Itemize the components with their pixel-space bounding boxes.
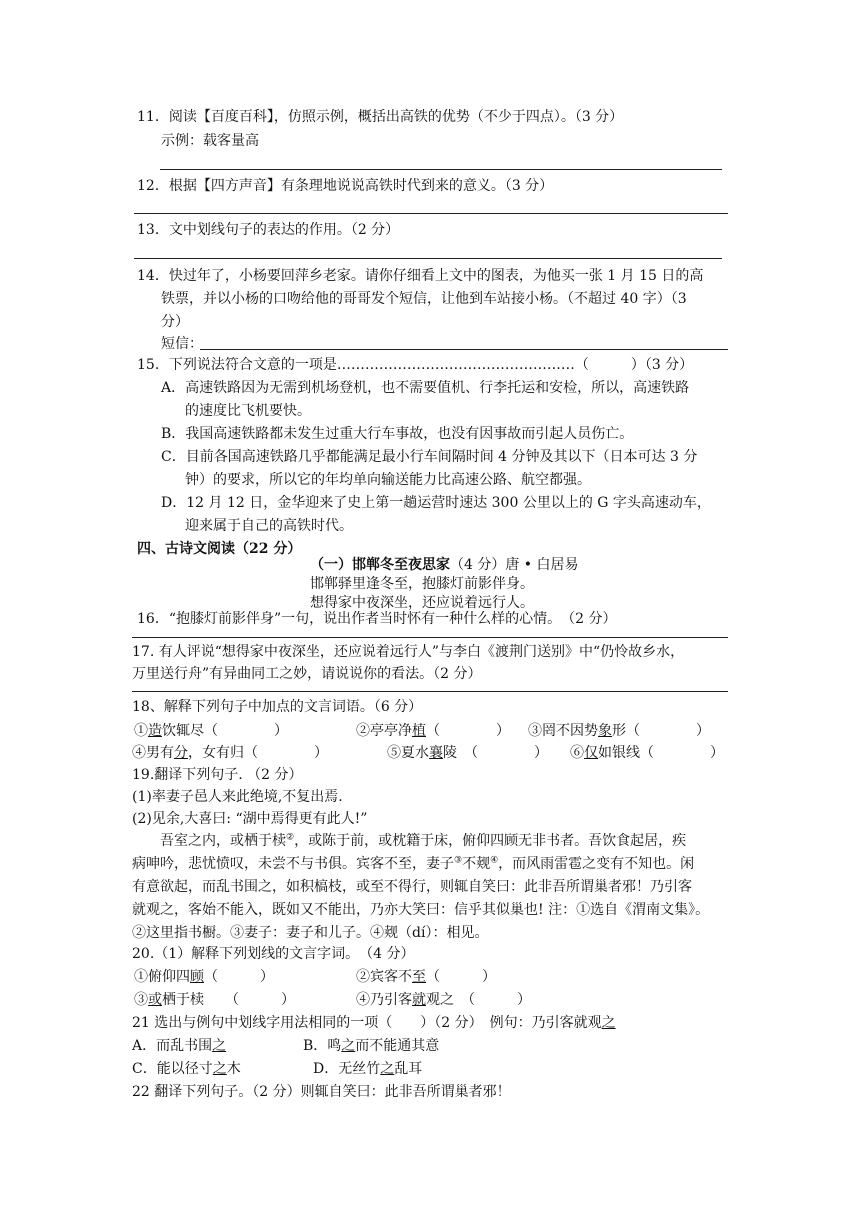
- q21-option-a-word: 之: [212, 1038, 227, 1054]
- q12-answer-line: [134, 213, 728, 214]
- q18-item-2: [356, 721, 510, 741]
- q17-line2: 万里送行舟”有异曲同工之妙，请说说你的看法。（2 分）: [132, 666, 482, 682]
- passage-line-1: [160, 831, 686, 851]
- q20-item-2: [356, 967, 496, 987]
- section-heading: 四、古诗文阅读（22 分）: [137, 541, 302, 557]
- q15-option-d-line1: D．12 月 12 日，金华迎来了史上第一趟运营时速达 300 公里以上的 G 字头高速动车，: [161, 495, 711, 511]
- poem-line-1: 邯郸驿里逢冬至，抱膝灯前影伴身。: [310, 576, 534, 592]
- q21-stem-word: 之: [601, 1015, 616, 1031]
- q15-option-c-line1: C．目前各国高速铁路几乎都能满足最小行车间隔时间 4 分钟及其以下（日本可达 3 分: [161, 449, 698, 465]
- q20-item-4-rest: 观之 （ ）: [426, 992, 531, 1008]
- q18-item-4-text: ④男有: [132, 745, 174, 761]
- q18-item-3-rest: 形（ ）: [612, 723, 710, 739]
- q16-answer-line: [132, 637, 728, 638]
- q18-item-2-text: ②亭亭净: [356, 723, 412, 739]
- q15-option-d-line2: 迎来属于自己的高铁时代。: [185, 518, 353, 534]
- q19-sentence-1: (1)率妻子邑人来此绝境,不复出焉.: [132, 789, 343, 805]
- q21-option-b-rest: 而不能通其意: [355, 1038, 440, 1054]
- q14-line2: 铁票，并以小杨的口吻给他的哥哥发个短信，让他到车站接小杨。（不超过 40 字）（3: [161, 291, 687, 307]
- q14-line3: 分）: [161, 314, 189, 330]
- q18-item-4: [132, 743, 328, 763]
- q15-option-b: B．我国高速铁路都未发生过重大行车事故，也没有因事故而引起人员伤亡。: [161, 426, 634, 442]
- passage-line-4: 就观之，客始不能入，既如又不能出，乃亦大笑曰：信乎其似巢也! 注：①选自《渭南文集》。: [132, 902, 710, 918]
- q19-stem: 19.翻译下列句子. （2 分）: [132, 767, 303, 783]
- poem-title-main: （一）邯郸冬至夜思家: [310, 557, 450, 573]
- q20-item-1-text: ①俯仰四: [134, 969, 190, 985]
- passage-line-2-b: 不觌: [462, 856, 491, 872]
- q15-option-c-line2: 钟）的要求，所以它的年均单向输送能力比高速公路、航空都强。: [185, 472, 591, 488]
- q11-line1: 11．阅读【百度百科】，仿照示例，概括出高铁的优势（不少于四点）。（3 分）: [137, 109, 624, 125]
- q21-option-d-text: D．无丝竹: [313, 1061, 381, 1077]
- q18-item-4-rest: ，女有归（ ）: [188, 745, 328, 761]
- passage-line-1-b: ，或陈于前，或枕籍于床，俯仰四顾无非书者。吾饮食起居，疾: [294, 833, 687, 849]
- q20-item-3-number: ③: [134, 992, 148, 1008]
- q18-item-1-number: ①: [134, 723, 148, 739]
- q15-stem: 15．下列说法符合文意的一项是……………………………………………（ ）（3 分）: [137, 357, 694, 373]
- q11-answer-line: [160, 169, 722, 170]
- q21-option-a-text: A．而乱书围: [132, 1038, 213, 1054]
- q21-option-d: [313, 1059, 422, 1079]
- poem-title-meta: （4 分）唐 • 白居易: [450, 557, 579, 573]
- q21-option-b-word: 之: [341, 1038, 356, 1054]
- q21-option-c-text: C．能以径寸: [132, 1061, 213, 1077]
- poem-line-2: 想得家中夜深坐，还应说着远行人。: [310, 595, 534, 611]
- q18-item-6: [570, 743, 724, 763]
- passage-line-2-c: ，而风雨雷雹之变有不知也。闲: [498, 856, 695, 872]
- footnote-marker-3: ③: [454, 855, 463, 866]
- q20-item-2-text: ②宾客不: [356, 969, 412, 985]
- q14-answer-line: [200, 349, 728, 350]
- q18-item-3-word: 象: [598, 723, 612, 739]
- footnote-marker-4: ④: [490, 855, 499, 866]
- q12: 12．根据【四方声音】有条理地说说高铁时代到来的意义。（3 分）: [137, 178, 554, 194]
- q21-option-c-rest: 木: [226, 1061, 241, 1077]
- passage-line-2-a: 病呻吟，悲忧愤叹，未尝不与书俱。宾客不至，妻子: [132, 856, 454, 872]
- q11-example: 示例：载客量高: [161, 133, 259, 149]
- q20-item-3-word: 或: [148, 992, 162, 1008]
- q17-answer-line: [132, 691, 728, 692]
- q20-item-3: [134, 990, 295, 1010]
- q18-item-5-text: ⑤夏水: [387, 745, 429, 761]
- q18-item-5-word: 襄: [429, 745, 443, 761]
- q21-option-b: [303, 1036, 439, 1056]
- q20-item-4-text: ④乃引客: [356, 992, 412, 1008]
- q14-sms-label: 短信：: [161, 336, 203, 352]
- q21-option-a: [132, 1036, 226, 1056]
- q13-answer-line: [134, 258, 722, 259]
- q20-stem: 20.（1）解释下列划线的文言字词。 （4 分）: [132, 946, 415, 962]
- q18-item-5-rest: 陵 （ ）: [443, 745, 548, 761]
- q20-item-4: [356, 990, 531, 1010]
- q18-item-2-word: 植: [412, 723, 426, 739]
- q21-option-b-text: B．鸣: [303, 1038, 342, 1054]
- q21-stem-text: 21 选出与例句中划线字用法相同的一项（ ）（2 分） 例句：乃引客就观: [132, 1015, 602, 1031]
- q18-item-5: [387, 743, 548, 763]
- q18-item-6-rest: 如银线（ ）: [598, 745, 724, 761]
- q20-item-1: [134, 967, 274, 987]
- q18-stem: 18、解释下列句子中加点的文言词语。（6 分）: [132, 699, 423, 715]
- q18-item-3-text: ③罔不因势: [528, 723, 598, 739]
- footnote-marker-2: ②: [286, 832, 295, 843]
- q21-option-d-rest: 乱耳: [394, 1061, 423, 1077]
- q18-item-4-word: 分: [174, 745, 188, 761]
- q18-item-2-rest: （ ）: [426, 723, 510, 739]
- q21-stem: [132, 1013, 616, 1033]
- q17-line1: 17. 有人评说“想得家中夜深坐，还应说着远行人”与李白《渡荆门送别》中“仍怜故乡水，: [132, 644, 685, 660]
- q20-item-2-rest: （ ）: [426, 969, 496, 985]
- q21-option-d-word: 之: [380, 1061, 395, 1077]
- q18-item-3: [528, 721, 710, 741]
- q18-item-6-word: 仅: [584, 745, 598, 761]
- q20-item-4-word: 就: [412, 992, 426, 1008]
- q20-item-1-word: 顾: [190, 969, 204, 985]
- q18-item-6-number: ⑥: [570, 745, 584, 761]
- q18-item-1-word: 造: [148, 723, 162, 739]
- passage-line-2: [132, 854, 694, 874]
- q14-line1: 14．快过年了，小杨要回萍乡老家。请你仔细看上文中的图表，为他买一张 1 月 15 日的高: [137, 268, 704, 284]
- q20-item-3-rest: 栖于椟 （ ）: [162, 992, 295, 1008]
- passage-line-1-a: 吾室之内，或栖于椟: [160, 833, 286, 849]
- q19-sentence-2: (2)见余,大喜曰: “湖中焉得更有此人!”: [132, 811, 368, 827]
- q21-option-c-word: 之: [212, 1061, 227, 1077]
- q18-item-1-rest: 饮辄尽（ ）: [162, 723, 288, 739]
- q15-option-a-line2: 的速度比飞机要快。: [185, 403, 311, 419]
- q22: 22 翻译下列句子。（2 分）则辄自笑曰：此非吾所谓巢者邪！: [132, 1084, 511, 1100]
- poem-title: [310, 555, 579, 575]
- q15-option-a-line1: A．高速铁路因为无需到机场登机，也不需要值机、行李托运和安检，所以，高速铁路: [161, 380, 690, 396]
- q18-item-1: [134, 721, 288, 741]
- q13: 13．文中划线句子的表达的作用。（2 分）: [137, 222, 400, 238]
- passage-line-3: 有意欲起，而乱书围之，如积槁枝，或至不得行，则辄自笑曰：此非吾所谓巢者邪！乃引客: [132, 879, 692, 895]
- passage-line-5: ②这里指书橱。③妻子：妻子和儿子。④觌（dí）：相见。: [132, 925, 489, 941]
- q21-option-c: [132, 1059, 241, 1079]
- q16: 16．“抱膝灯前影伴身”一句，说出作者当时怀有一种什么样的心情。 （2 分）: [137, 611, 617, 627]
- q20-item-2-word: 至: [412, 969, 426, 985]
- q20-item-1-rest: （ ）: [204, 969, 274, 985]
